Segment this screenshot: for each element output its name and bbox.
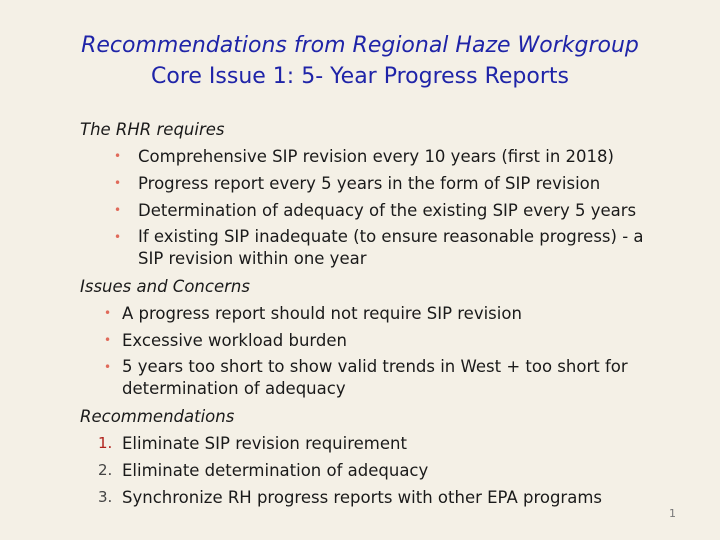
bullet-icon: •: [114, 203, 122, 217]
list-item: • Determination of adequacy of the existing SIP every 5 years: [80, 197, 660, 224]
bullet-icon: •: [104, 360, 112, 374]
list-item: 2. Eliminate determination of adequacy: [80, 457, 660, 484]
bullet-icon: •: [104, 306, 112, 320]
list-item: 3. Synchronize RH progress reports with other EPA programs: [80, 484, 660, 511]
bullet-icon: •: [104, 333, 112, 347]
bullet-icon: •: [114, 149, 122, 163]
title-line-1: Recommendations from Regional Haze Workgroup: [81, 33, 639, 58]
list-number: 2.: [98, 461, 113, 479]
section-heading-recommendations: Recommendations: [80, 407, 235, 426]
list-item: 1. Eliminate SIP revision requirement: [80, 430, 660, 457]
list-item: • A progress report should not require SIP revision: [80, 300, 660, 327]
list-item: • Comprehensive SIP revision every 10 years (first in 2018): [80, 143, 660, 170]
bullet-icon: •: [114, 176, 122, 190]
list-item: • Excessive workload burden: [80, 327, 660, 354]
list-item: • Progress report every 5 years in the form of SIP revision: [80, 170, 660, 197]
list-number: 1.: [98, 434, 113, 452]
list-item: • 5 years too short to show valid trends in West + too short for determination of adequacy: [104, 357, 628, 398]
list-item: • If existing SIP inadequate (to ensure reasonable progress) - a SIP revision within one year: [114, 227, 644, 268]
title-line-2: Core Issue 1: 5- Year Progress Reports: [151, 64, 569, 89]
list-number: 3.: [98, 488, 113, 506]
slide-title: [0, 30, 720, 92]
section-heading-issues: Issues and Concerns: [80, 277, 250, 296]
page-number: 1: [669, 507, 676, 520]
section-heading-rhr: The RHR requires: [80, 120, 225, 139]
slide-body: [80, 116, 660, 511]
bullet-icon: •: [114, 230, 122, 244]
